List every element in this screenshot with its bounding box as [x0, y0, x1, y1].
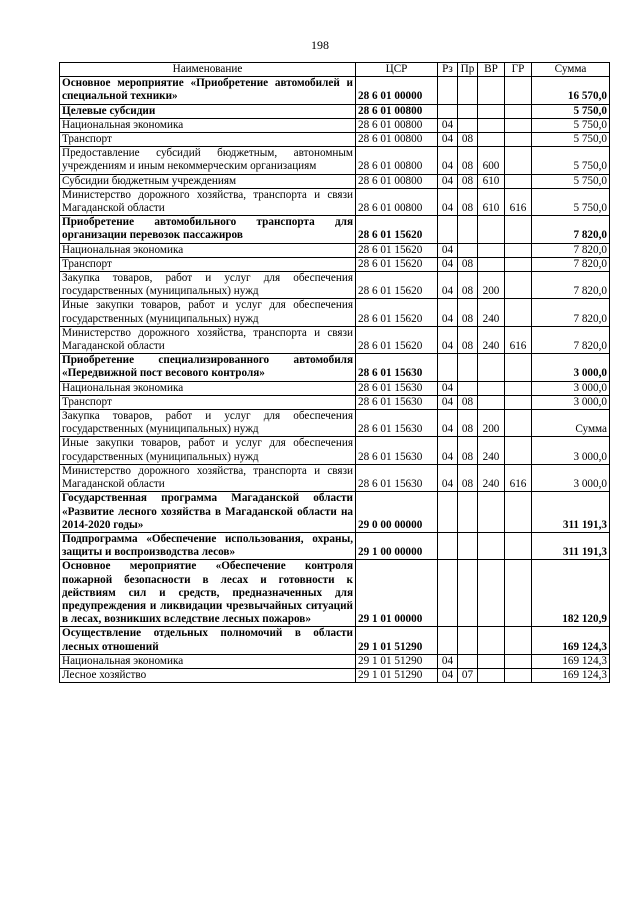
- table-row: [60, 410, 610, 437]
- row-sum: 311 191,3: [532, 492, 610, 533]
- table-row: [60, 188, 610, 215]
- row-sum: 169 124,3: [532, 627, 610, 654]
- row-rz: 04: [438, 381, 458, 395]
- row-rz: [438, 627, 458, 654]
- row-name: Приобретение специализированного автомобиля «Передвижной пост весового контроля»: [60, 354, 356, 381]
- row-csr: 28 6 01 00800: [356, 104, 438, 118]
- row-name: Национальная экономика: [60, 381, 356, 395]
- row-rz: 04: [438, 243, 458, 257]
- table-row: [60, 668, 610, 682]
- row-rz: 04: [438, 395, 458, 409]
- row-sum: 169 124,3: [532, 668, 610, 682]
- row-name: Национальная экономика: [60, 654, 356, 668]
- row-gr: [505, 654, 532, 668]
- row-name: Субсидии бюджетным учреждениям: [60, 174, 356, 188]
- table-row: [60, 147, 610, 174]
- row-pr: [458, 243, 478, 257]
- table-row: [60, 272, 610, 299]
- row-csr: 28 6 01 15620: [356, 299, 438, 326]
- row-vr: [478, 243, 505, 257]
- row-csr: 28 6 01 15630: [356, 410, 438, 437]
- row-rz: 04: [438, 668, 458, 682]
- row-gr: [505, 532, 532, 559]
- row-pr: 08: [458, 464, 478, 491]
- row-sum: Сумма: [532, 410, 610, 437]
- row-rz: 04: [438, 147, 458, 174]
- row-pr: [458, 532, 478, 559]
- row-sum: 311 191,3: [532, 532, 610, 559]
- table-row: [60, 381, 610, 395]
- row-rz: [438, 492, 458, 533]
- row-sum: 16 570,0: [532, 77, 610, 104]
- row-vr: [478, 257, 505, 271]
- row-sum: 7 820,0: [532, 326, 610, 353]
- row-pr: 08: [458, 410, 478, 437]
- row-vr: [478, 668, 505, 682]
- row-csr: 29 1 01 51290: [356, 668, 438, 682]
- table-row: [60, 77, 610, 104]
- table-row: [60, 299, 610, 326]
- row-name: Целевые субсидии: [60, 104, 356, 118]
- row-name: Национальная экономика: [60, 118, 356, 132]
- row-csr: 28 6 01 00800: [356, 174, 438, 188]
- row-csr: 29 0 00 00000: [356, 492, 438, 533]
- row-pr: 08: [458, 133, 478, 147]
- row-sum: 5 750,0: [532, 133, 610, 147]
- row-sum: 5 750,0: [532, 188, 610, 215]
- row-sum: 5 750,0: [532, 174, 610, 188]
- row-csr: 29 1 01 00000: [356, 560, 438, 627]
- row-gr: 616: [505, 326, 532, 353]
- table-row: [60, 437, 610, 464]
- row-name: Государственная программа Магаданской области «Развитие лесного хозяйства в Магаданской области на 2014-2020 годы»: [60, 492, 356, 533]
- row-pr: 08: [458, 174, 478, 188]
- table-row: [60, 654, 610, 668]
- row-vr: 200: [478, 410, 505, 437]
- column-header-rz: Рз: [438, 63, 458, 77]
- column-header-sum: Сумма: [532, 63, 610, 77]
- row-pr: 08: [458, 188, 478, 215]
- row-sum: 3 000,0: [532, 464, 610, 491]
- row-gr: [505, 77, 532, 104]
- budget-table: [59, 62, 610, 683]
- row-csr: 28 6 01 15630: [356, 464, 438, 491]
- row-rz: [438, 560, 458, 627]
- row-csr: 29 1 01 51290: [356, 627, 438, 654]
- row-vr: [478, 532, 505, 559]
- row-rz: [438, 216, 458, 243]
- row-pr: [458, 118, 478, 132]
- row-pr: 08: [458, 147, 478, 174]
- row-csr: 28 6 01 00800: [356, 133, 438, 147]
- row-gr: [505, 216, 532, 243]
- row-sum: 7 820,0: [532, 257, 610, 271]
- table-row: [60, 133, 610, 147]
- table-row: [60, 627, 610, 654]
- row-pr: [458, 216, 478, 243]
- row-gr: [505, 395, 532, 409]
- row-vr: [478, 133, 505, 147]
- table-row: [60, 492, 610, 533]
- row-vr: 610: [478, 188, 505, 215]
- row-gr: [505, 381, 532, 395]
- row-gr: [505, 627, 532, 654]
- row-pr: 08: [458, 299, 478, 326]
- row-rz: 04: [438, 654, 458, 668]
- row-rz: 04: [438, 437, 458, 464]
- row-name: Основное мероприятие «Приобретение автомобилей и специальной техники»: [60, 77, 356, 104]
- row-vr: 240: [478, 437, 505, 464]
- row-csr: 28 6 01 15620: [356, 257, 438, 271]
- row-vr: [478, 77, 505, 104]
- row-sum: 3 000,0: [532, 381, 610, 395]
- row-gr: [505, 299, 532, 326]
- row-csr: 28 6 01 00000: [356, 77, 438, 104]
- row-vr: 240: [478, 464, 505, 491]
- row-vr: [478, 395, 505, 409]
- row-gr: [505, 147, 532, 174]
- row-name: Транспорт: [60, 133, 356, 147]
- row-rz: 04: [438, 118, 458, 132]
- row-name: Министерство дорожного хозяйства, транспорта и связи Магаданской области: [60, 464, 356, 491]
- row-rz: 04: [438, 299, 458, 326]
- row-pr: [458, 627, 478, 654]
- row-name: Транспорт: [60, 395, 356, 409]
- row-pr: 08: [458, 257, 478, 271]
- row-sum: 3 000,0: [532, 437, 610, 464]
- page-number: 198: [311, 38, 329, 52]
- row-csr: 28 6 01 15620: [356, 216, 438, 243]
- row-gr: [505, 118, 532, 132]
- row-rz: 04: [438, 174, 458, 188]
- row-sum: 7 820,0: [532, 272, 610, 299]
- row-pr: [458, 560, 478, 627]
- row-csr: 28 6 01 15630: [356, 437, 438, 464]
- row-vr: [478, 354, 505, 381]
- row-rz: [438, 77, 458, 104]
- row-name: Закупка товаров, работ и услуг для обеспечения государственных (муниципальных) нужд: [60, 272, 356, 299]
- row-gr: 616: [505, 464, 532, 491]
- row-pr: [458, 77, 478, 104]
- row-vr: [478, 118, 505, 132]
- table-row: [60, 257, 610, 271]
- row-name: Приобретение автомобильного транспорта для организации перевозок пассажиров: [60, 216, 356, 243]
- row-name: Транспорт: [60, 257, 356, 271]
- row-pr: 08: [458, 437, 478, 464]
- row-vr: 600: [478, 147, 505, 174]
- row-rz: [438, 354, 458, 381]
- row-vr: 610: [478, 174, 505, 188]
- row-vr: [478, 627, 505, 654]
- row-rz: 04: [438, 326, 458, 353]
- row-vr: [478, 104, 505, 118]
- table-row: [60, 326, 610, 353]
- row-rz: [438, 104, 458, 118]
- row-rz: 04: [438, 272, 458, 299]
- row-csr: 28 6 01 15620: [356, 243, 438, 257]
- row-pr: 08: [458, 326, 478, 353]
- row-rz: 04: [438, 188, 458, 215]
- row-rz: 04: [438, 464, 458, 491]
- row-name: Иные закупки товаров, работ и услуг для обеспечения государственных (муниципальных) нужд: [60, 437, 356, 464]
- row-vr: [478, 216, 505, 243]
- table-row: [60, 395, 610, 409]
- row-name: Подпрограмма «Обеспечение использования, охраны, защиты и воспроизводства лесов»: [60, 532, 356, 559]
- row-gr: [505, 257, 532, 271]
- row-vr: [478, 381, 505, 395]
- row-sum: 5 750,0: [532, 147, 610, 174]
- table-row: [60, 104, 610, 118]
- row-sum: 5 750,0: [532, 118, 610, 132]
- row-csr: 28 6 01 15630: [356, 381, 438, 395]
- row-name: Предоставление субсидий бюджетным, автономным учреждениям и иным некоммерческим организациям: [60, 147, 356, 174]
- row-vr: 240: [478, 326, 505, 353]
- row-sum: 7 820,0: [532, 216, 610, 243]
- row-pr: [458, 654, 478, 668]
- table-row: [60, 216, 610, 243]
- row-csr: 29 1 00 00000: [356, 532, 438, 559]
- row-name: Осуществление отдельных полномочий в области лесных отношений: [60, 627, 356, 654]
- row-sum: 7 820,0: [532, 299, 610, 326]
- row-pr: [458, 354, 478, 381]
- row-gr: [505, 410, 532, 437]
- row-csr: 28 6 01 00800: [356, 118, 438, 132]
- row-gr: 616: [505, 188, 532, 215]
- row-name: Иные закупки товаров, работ и услуг для обеспечения государственных (муниципальных) нужд: [60, 299, 356, 326]
- table-row: [60, 464, 610, 491]
- row-csr: 28 6 01 00800: [356, 147, 438, 174]
- row-gr: [505, 174, 532, 188]
- row-vr: 200: [478, 272, 505, 299]
- row-name: Закупка товаров, работ и услуг для обеспечения государственных (муниципальных) нужд: [60, 410, 356, 437]
- table-header-row: [60, 63, 610, 77]
- row-name: Национальная экономика: [60, 243, 356, 257]
- table-row: [60, 243, 610, 257]
- row-pr: [458, 492, 478, 533]
- row-name: Министерство дорожного хозяйства, транспорта и связи Магаданской области: [60, 188, 356, 215]
- column-header-gr: ГР: [505, 63, 532, 77]
- table-row: [60, 560, 610, 627]
- row-gr: [505, 133, 532, 147]
- row-vr: 240: [478, 299, 505, 326]
- row-sum: 5 750,0: [532, 104, 610, 118]
- row-rz: 04: [438, 133, 458, 147]
- row-rz: 04: [438, 257, 458, 271]
- column-header-pr: Пр: [458, 63, 478, 77]
- column-header-csr: ЦСР: [356, 63, 438, 77]
- row-csr: 29 1 01 51290: [356, 654, 438, 668]
- row-gr: [505, 560, 532, 627]
- row-gr: [505, 272, 532, 299]
- row-sum: 7 820,0: [532, 243, 610, 257]
- row-pr: 08: [458, 395, 478, 409]
- row-vr: [478, 560, 505, 627]
- row-name: Лесное хозяйство: [60, 668, 356, 682]
- row-rz: [438, 532, 458, 559]
- table-row: [60, 532, 610, 559]
- row-gr: [505, 492, 532, 533]
- row-pr: [458, 104, 478, 118]
- column-header-vr: ВР: [478, 63, 505, 77]
- column-header-name: Наименование: [60, 63, 356, 77]
- table-row: [60, 354, 610, 381]
- row-gr: [505, 354, 532, 381]
- row-sum: 169 124,3: [532, 654, 610, 668]
- row-gr: [505, 243, 532, 257]
- row-sum: 3 000,0: [532, 395, 610, 409]
- row-csr: 28 6 01 15630: [356, 395, 438, 409]
- row-sum: 3 000,0: [532, 354, 610, 381]
- row-vr: [478, 492, 505, 533]
- row-name: Министерство дорожного хозяйства, транспорта и связи Магаданской области: [60, 326, 356, 353]
- row-name: Основное мероприятие «Обеспечение контроля пожарной безопасности в лесах и готовности к действиям сил и средств, предназначенных для предупреждения и ликвидации чрезвычайных ситуаций в лесах, возникших вследствие лесных пожаров»: [60, 560, 356, 627]
- table-row: [60, 118, 610, 132]
- row-csr: 28 6 01 15620: [356, 326, 438, 353]
- row-csr: 28 6 01 15630: [356, 354, 438, 381]
- row-pr: 07: [458, 668, 478, 682]
- row-csr: 28 6 01 15620: [356, 272, 438, 299]
- row-gr: [505, 437, 532, 464]
- row-gr: [505, 668, 532, 682]
- row-gr: [505, 104, 532, 118]
- row-sum: 182 120,9: [532, 560, 610, 627]
- row-csr: 28 6 01 00800: [356, 188, 438, 215]
- row-pr: [458, 381, 478, 395]
- row-pr: 08: [458, 272, 478, 299]
- table-body: [60, 77, 610, 683]
- row-rz: 04: [438, 410, 458, 437]
- table-row: [60, 174, 610, 188]
- row-vr: [478, 654, 505, 668]
